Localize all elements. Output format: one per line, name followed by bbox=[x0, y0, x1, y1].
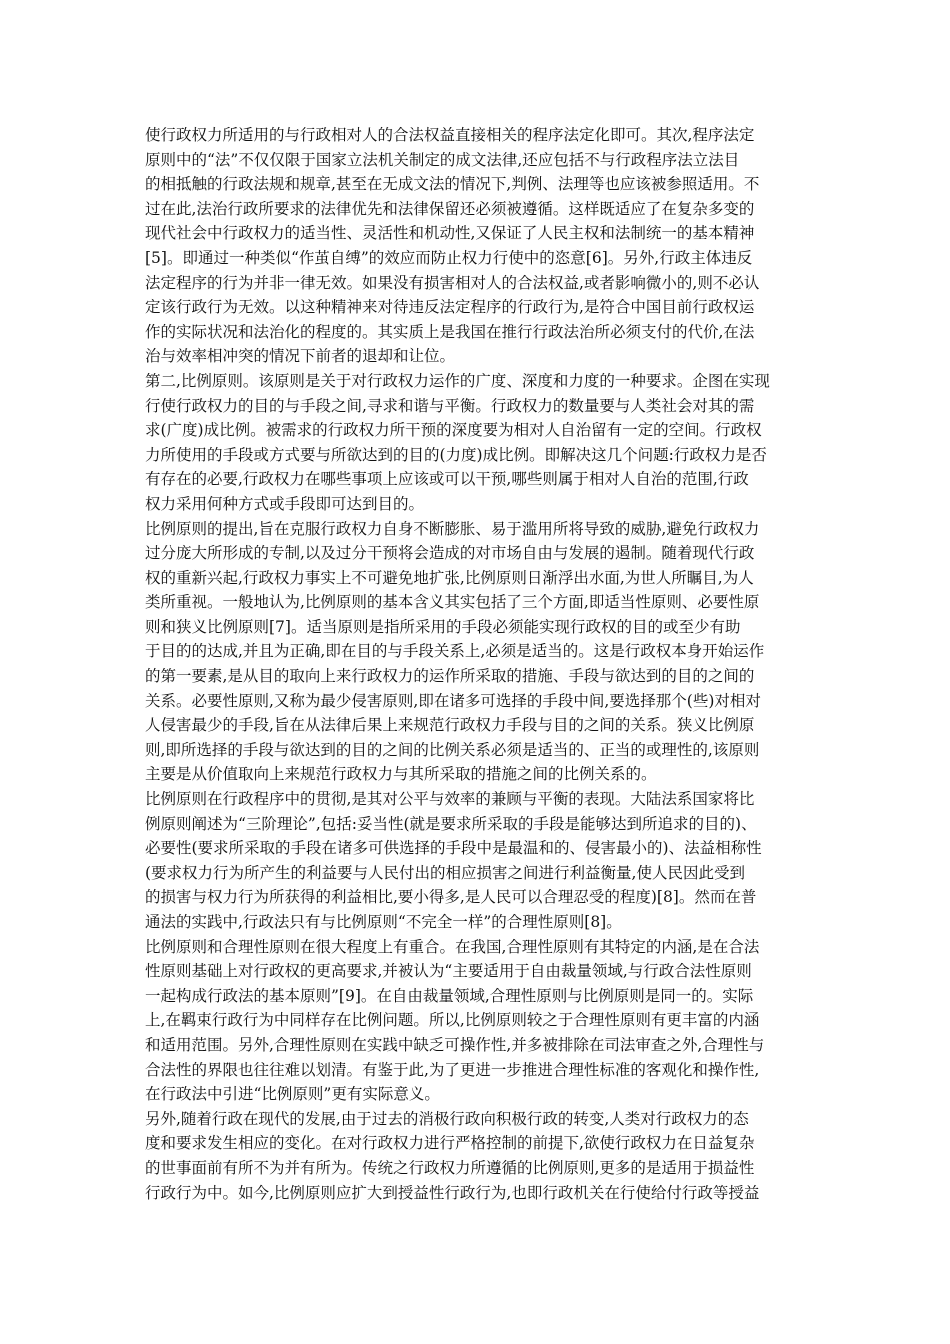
text-line: 在行政法中引进“比例原则”更有实际意义。 bbox=[145, 1085, 440, 1104]
text-line: 行使行政权力的目的与手段之间,寻求和谐与平衡。行政权力的数量要与人类社会对其的需 bbox=[145, 396, 755, 415]
paragraph-2 bbox=[145, 369, 807, 517]
text-line: 合法性的界限也往往难以划清。有鉴于此,为了更进一步推进合理性标准的客观化和操作性, bbox=[145, 1060, 760, 1079]
text-line: 比例原则在行政程序中的贯彻,是其对公平与效率的兼顾与平衡的表现。大陆法系国家将比 bbox=[145, 790, 755, 809]
paragraph-6 bbox=[145, 1107, 807, 1205]
text-line: 求(广度)成比例。被需求的行政权力所干预的深度要为相对人自治留有一定的空间。行政权 bbox=[145, 421, 762, 440]
text-line: 比例原则和合理性原则在很大程度上有重合。在我国,合理性原则有其特定的内涵,是在合法 bbox=[145, 937, 760, 956]
text-line: 度和要求发生相应的变化。在对行政权力进行严格控制的前提下,欲使行政权力在日益复杂 bbox=[145, 1134, 755, 1153]
text-line: 性原则基础上对行政权的更高要求,并被认为“主要适用于自由裁量领域,与行政合法性原则 bbox=[145, 962, 752, 981]
text-line: 法定程序的行为并非一律无效。如果没有损害相对人的合法权益,或者影响微小的,则不必认 bbox=[145, 273, 760, 292]
text-line: 的第一要素,是从目的取向上来行政权力的运作所采取的措施、手段与欲达到的目的之间的 bbox=[145, 667, 755, 686]
text-line: 和适用范围。另外,合理性原则在实践中缺乏可操作性,并多被排除在司法审查之外,合理性与 bbox=[145, 1035, 765, 1054]
text-line: 现代社会中行政权力的适当性、灵活性和机动性,又保证了人民主权和法制统一的基本精神 bbox=[145, 224, 755, 243]
text-line: 通法的实践中,行政法只有与比例原则“不完全一样”的合理性原则[8]。 bbox=[145, 913, 622, 931]
text-line: 行政行为中。如今,比例原则应扩大到授益性行政行为,也即行政机关在行使给付行政等授益 bbox=[145, 1183, 760, 1202]
text-line: 比例原则的提出,旨在克服行政权力自身不断膨胀、易于滥用所将导致的威胁,避免行政权力 bbox=[145, 519, 760, 538]
text-line: 的相抵触的行政法规和规章,甚至在无成文法的情况下,判例、法理等也应该被参照适用。不 bbox=[145, 175, 760, 194]
text-line: 类所重视。一般地认为,比例原则的基本含义其实包括了三个方面,即适当性原则、必要性原 bbox=[145, 593, 760, 612]
text-line: 一起构成行政法的基本原则”[9]。在自由裁量领域,合理性原则与比例原则是同一的。实际 bbox=[145, 986, 754, 1005]
text-line: 人侵害最少的手段,旨在从法律后果上来规范行政权力手段与目的之间的关系。狭义比例原 bbox=[145, 716, 755, 735]
text-line: [5]。即通过一种类似“作茧自缚”的效应而防止权力行使中的恣意[6]。另外,行政主体违反 bbox=[145, 248, 753, 267]
paragraph-1 bbox=[145, 123, 807, 369]
text-line: 有存在的必要,行政权力在哪些事项上应该或可以干预,哪些则属于相对人自治的范围,行政 bbox=[145, 470, 749, 489]
text-line: 另外,随着行政在现代的发展,由于过去的消极行政向积极行政的转变,人类对行政权力的态 bbox=[145, 1109, 749, 1128]
text-line: 例原则阐述为“三阶理论”,包括:妥当性(就是要求所采取的手段是能够达到所追求的目的)、 bbox=[145, 814, 757, 833]
text-line: 原则中的“法”不仅仅限于国家立法机关制定的成文法律,还应包括不与行政程序法立法目 bbox=[145, 150, 740, 169]
text-line: 第二,比例原则。该原则是关于对行政权力运作的广度、深度和力度的一种要求。企图在实现 bbox=[145, 371, 770, 390]
text-line: 力所使用的手段或方式要与所欲达到的目的(力度)成比例。即解决这几个问题:行政权力是否 bbox=[145, 445, 767, 464]
text-line: 必要性(要求所采取的手段在诸多可供选择的手段中是最温和的、侵害最小的)、法益相称性 bbox=[145, 839, 762, 858]
text-line: 关系。必要性原则,又称为最少侵害原则,即在诸多可选择的手段中间,要选择那个(些)对相对 bbox=[145, 691, 761, 710]
document-page bbox=[145, 123, 807, 1205]
text-line: 过分庞大所形成的专制,以及过分干预将会造成的对市场自由与发展的遏制。随着现代行政 bbox=[145, 544, 755, 563]
text-line: 治与效率相冲突的情况下前者的退却和让位。 bbox=[145, 347, 456, 366]
text-line: 的损害与权力行为所获得的利益相比,要小得多,是人民可以合理忍受的程度)[8]。然而在普 bbox=[145, 888, 757, 907]
text-line: 于目的的达成,并且为正确,即在目的与手段关系上,必须是适当的。这是行政权本身开始运作 bbox=[145, 642, 765, 661]
paragraph-5 bbox=[145, 935, 807, 1107]
text-line: 上,在羁束行政行为中同样存在比例问题。所以,比例原则较之于合理性原则有更丰富的内涵 bbox=[145, 1011, 760, 1030]
paragraph-3 bbox=[145, 517, 807, 788]
text-line: 则,即所选择的手段与欲达到的目的之间的比例关系必须是适当的、正当的或理性的,该原则 bbox=[145, 740, 760, 759]
text-line: 过在此,法治行政所要求的法律优先和法律保留还必须被遵循。这样既适应了在复杂多变的 bbox=[145, 199, 755, 218]
text-line: 则和狭义比例原则[7]。适当原则是指所采用的手段必须能实现行政权的目的或至少有助 bbox=[145, 617, 741, 636]
text-line: 使行政权力所适用的与行政相对人的合法权益直接相关的程序法定化即可。其次,程序法定 bbox=[145, 126, 755, 144]
text-line: (要求权力行为所产生的利益要与人民付出的相应损害之间进行利益衡量,使人民因此受到 bbox=[145, 863, 745, 882]
text-line: 定该行政行为无效。以这种精神来对待违反法定程序的行政行为,是符合中国目前行政权运 bbox=[145, 298, 755, 317]
text-line: 的世事面前有所不为并有所为。传统之行政权力所遵循的比例原则,更多的是适用于损益性 bbox=[145, 1158, 755, 1177]
text-line: 权力采用何种方式或手段即可达到目的。 bbox=[145, 494, 425, 513]
text-line: 主要是从价值取向上来规范行政权力与其所采取的措施之间的比例关系的。 bbox=[145, 765, 657, 784]
paragraph-4 bbox=[145, 787, 807, 935]
text-line: 作的实际状况和法治化的程度的。其实质上是我国在推行行政法治所必须支付的代价,在法 bbox=[145, 322, 755, 341]
text-line: 权的重新兴起,行政权力事实上不可避免地扩张,比例原则日渐浮出水面,为世人所瞩目,为人 bbox=[145, 568, 754, 587]
